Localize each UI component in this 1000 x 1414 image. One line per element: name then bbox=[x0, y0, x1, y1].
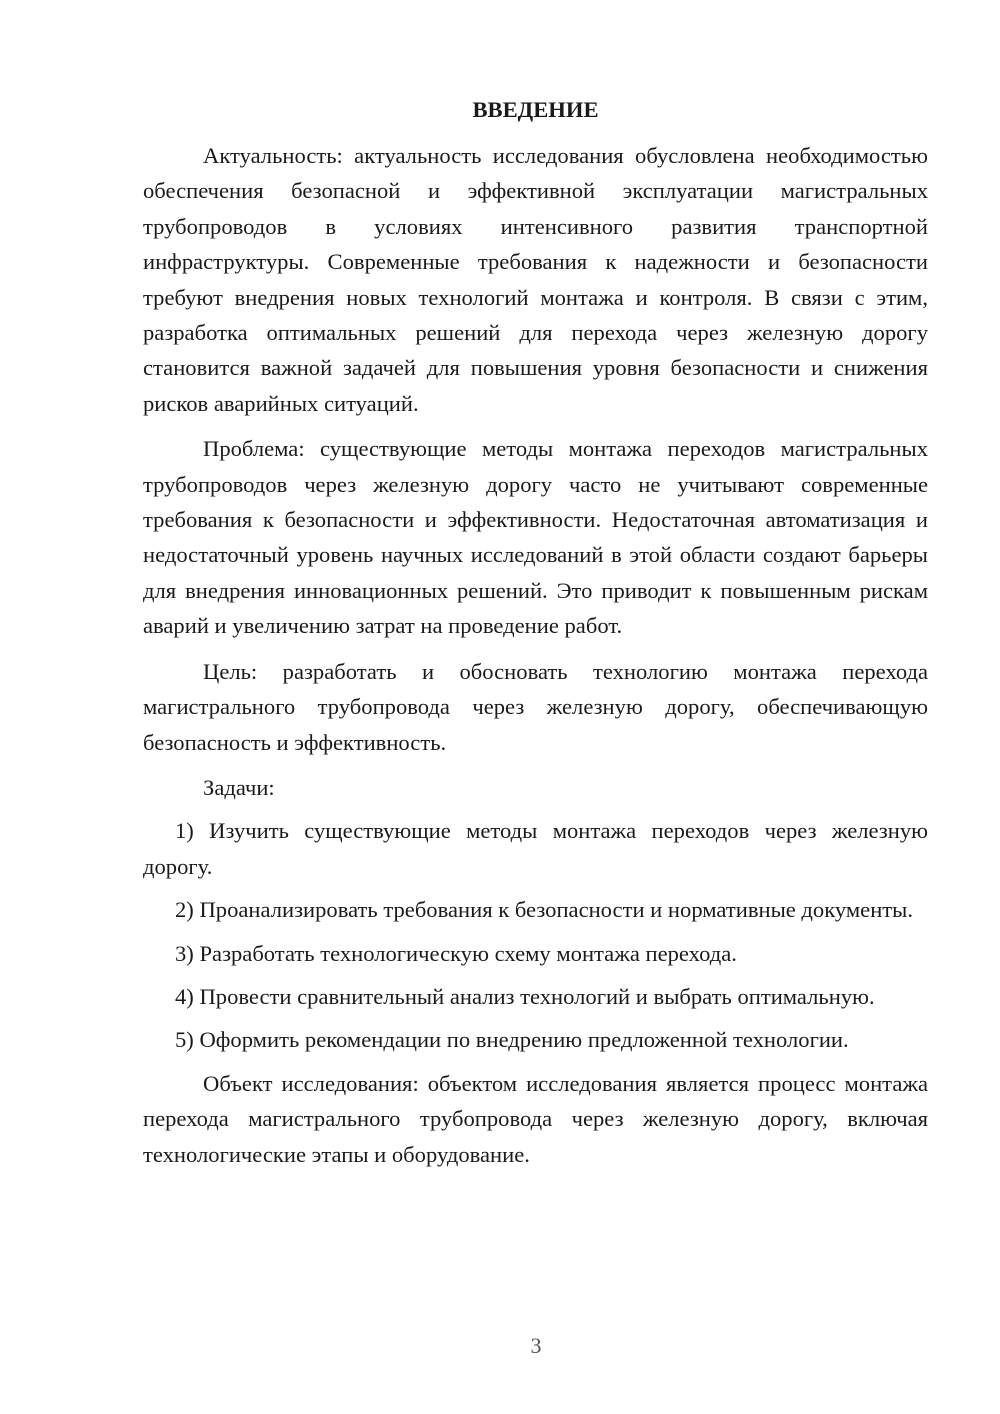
task-item-4: 4) Провести сравнительный анализ технологий и выбрать оптимальную. bbox=[175, 983, 875, 1009]
tasks-title: Задачи: bbox=[203, 774, 275, 800]
paragraph-object: Объект исследования: объектом исследования является процесс монтажа перехода магистрального трубопровода через железную дорогу, включая технологические этапы и оборудование. bbox=[143, 1070, 928, 1167]
task-item-5: 5) Оформить рекомендации по внедрению предложенной технологии. bbox=[175, 1027, 849, 1053]
task-item-1: 1) Изучить существующие методы монтажа переходов через железную дорогу. bbox=[143, 818, 928, 879]
section-heading: ВВЕДЕНИЕ bbox=[472, 97, 599, 122]
task-item-3: 3) Разработать технологическую схему монтажа перехода. bbox=[175, 940, 737, 966]
page-content bbox=[143, 96, 928, 1172]
paragraph-problem: Проблема: существующие методы монтажа переходов магистральных трубопроводов через железную дорогу часто не учитывают современные требования к безопасности и эффективности. Недостаточная автоматизация и недостаточный уровень научных исследований в этой области создают барьеры для внедрения инновационных решений. Это приводит к повышенным рискам аварий и увеличению затрат на проведение работ. bbox=[143, 436, 928, 639]
page-number: 3 bbox=[530, 1333, 542, 1358]
task-item-2: 2) Проанализировать требования к безопасности и нормативные документы. bbox=[175, 897, 914, 923]
paragraph-goal: Цель: разработать и обосновать технологию монтажа перехода магистрального трубопровода через железную дорогу, обеспечивающую безопасность и эффективность. bbox=[143, 658, 928, 755]
paragraph-relevance: Актуальность: актуальность исследования обусловлена необходимостью обеспечения безопасной и эффективной эксплуатации магистральных трубопроводов в условиях интенсивного развития транспортной инфраструктуры. Современные требования к надежности и безопасности требуют внедрения новых технологий монтажа и контроля. В связи с этим, разработка оптимальных решений для перехода через железную дорогу становится важной задачей для повышения уровня безопасности и снижения рисков аварийных ситуаций. bbox=[143, 143, 928, 416]
